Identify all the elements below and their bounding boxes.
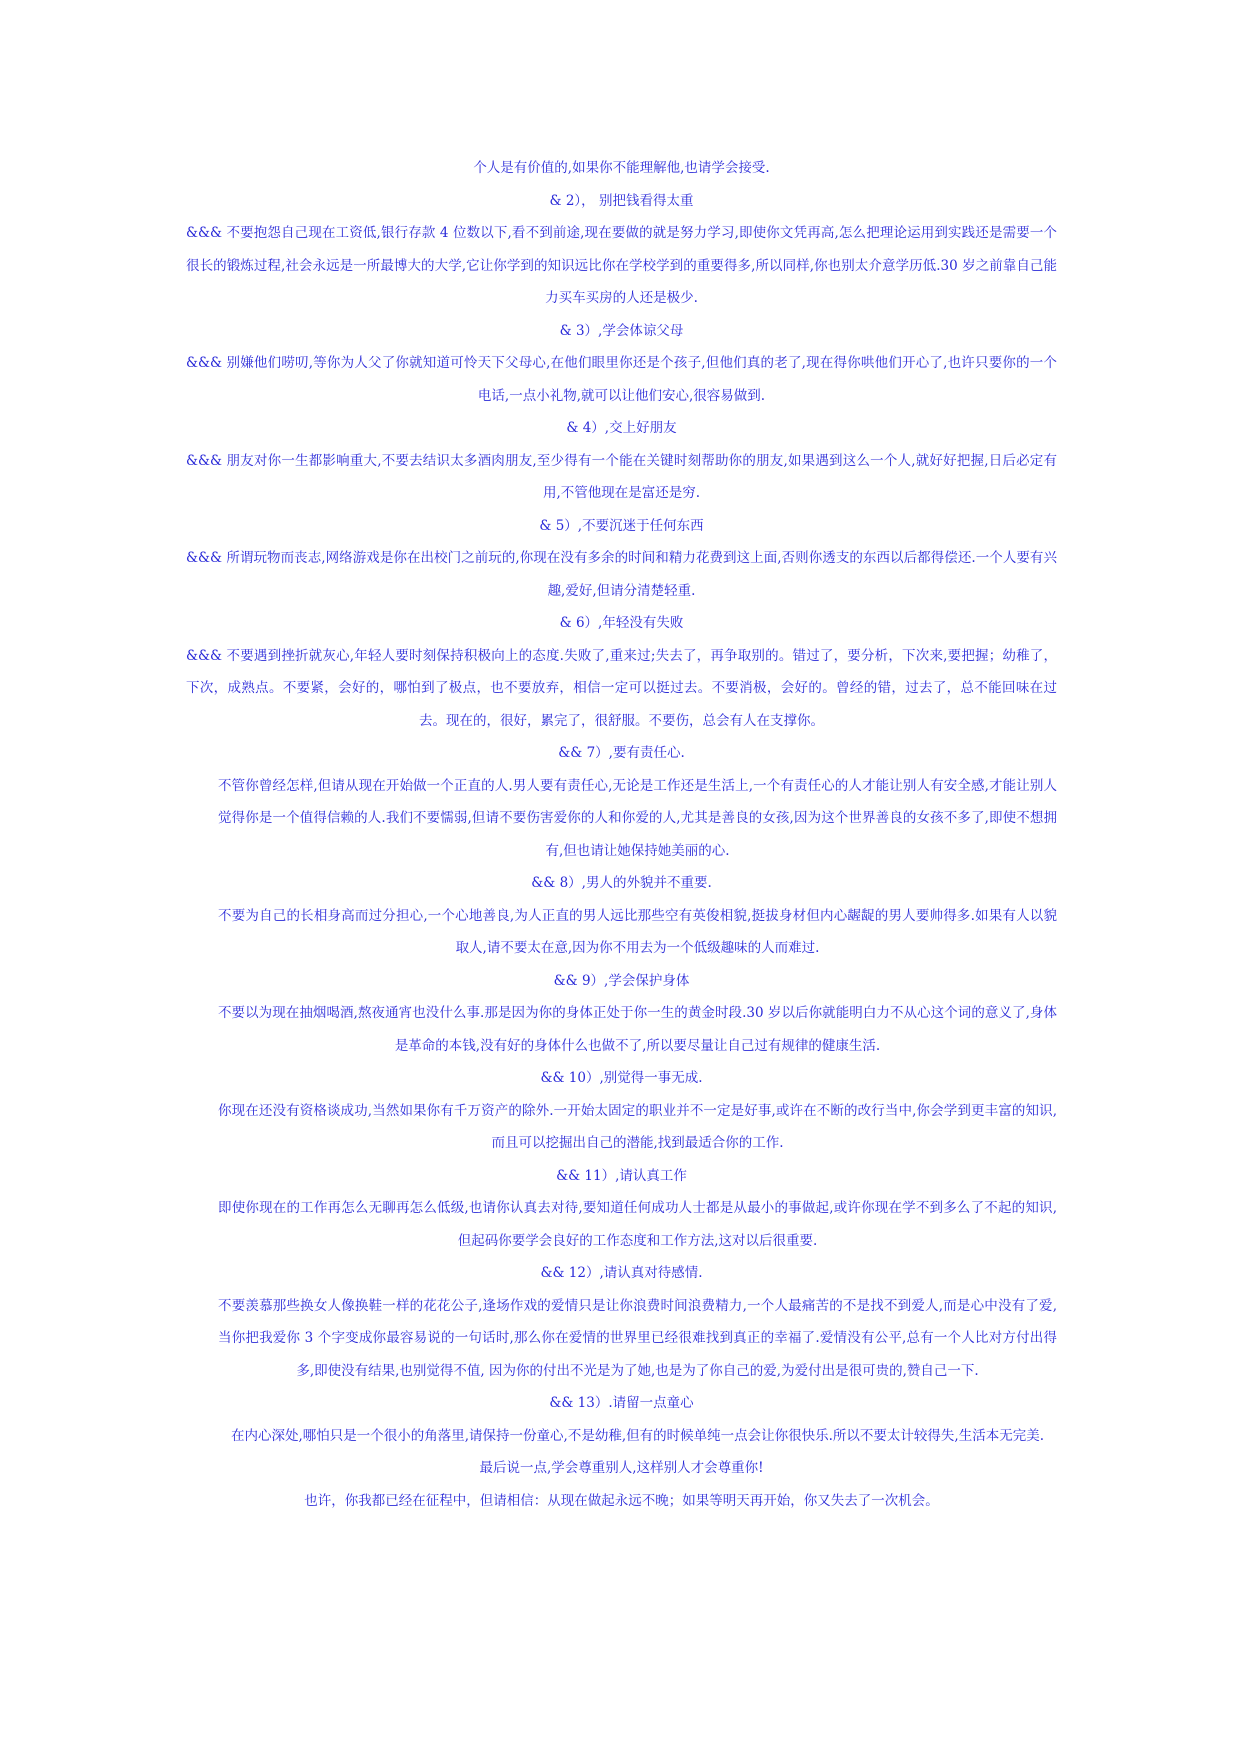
body-paragraph: 不要羡慕那些换女人像换鞋一样的花花公子,逢场作戏的爱情只是让你浪费时间浪费精力,一个人最痛苦的不是找不到爱人,而是心中没有了爱,当你把我爱你 3 个字变成你最容易说的一句话时,那么你在爱情的世界里已经很难找到真正的幸福了.爱情没有公平,总有一个人比对方付出得多,即使没有结果,也别觉得不值, 因为你的付出不光是为了她,也是为了你自己的爱,为爱付出是很可贵的,赞自己一下. [218,1297,1057,1379]
body-paragraph: &&& 所谓玩物而丧志,网络游戏是你在出校门之前玩的,你现在没有多余的时间和精力花费到这上面,否则你透支的东西以后都得偿还.一个人要有兴趣,爱好,但请分清楚轻重. [186,550,1057,599]
body-paragraph: 在内心深处,哪怕只是一个很小的角落里,请保持一份童心,不是幼稚,但有的时候单纯一点会让你很快乐.所以不要太计较得失,生活本无完美. [230,1427,1045,1444]
section-heading: && 12）,请认真对待感情. [540,1265,703,1281]
section-heading: && 13）.请留一点童心 [549,1395,694,1411]
section-heading: && 8）,男人的外貌并不重要. [531,875,712,891]
body-paragraph: &&& 不要遇到挫折就灰心,年轻人要时刻保持积极向上的态度.失败了,重来过;失去了，再争取别的。错过了，要分析，下次来,要把握；幼稚了，下次，成熟点。不要紧，会好的，哪怕到了极点，也不要放弃，相信一定可以挺过去。不要消极，会好的。曾经的错，过去了，总不能回味在过去。现在的，很好，累完了，很舒服。不要伤，总会有人在支撑你。 [186,647,1057,729]
section-heading: && 9）,学会保护身体 [553,972,690,989]
body-paragraph: 即使你现在的工作再怎么无聊再怎么低级,也请你认真去对待,要知道任何成功人士都是从最小的事做起,或许你现在学不到多么了不起的知识,但起码你要学会良好的工作态度和工作方法,这对以后很重要. [218,1200,1057,1249]
section-heading: && 10）,别觉得一事无成. [540,1070,703,1086]
centered-line: 个人是有价值的,如果你不能理解他,也请学会接受. [473,160,770,176]
section-heading: && 11）,请认真工作 [556,1167,687,1184]
body-paragraph: &&& 别嫌他们唠叨,等你为人父了你就知道可怜天下父母心,在他们眼里你还是个孩子,但他们真的老了,现在得你哄他们开心了,也许只要你的一个电话,一点小礼物,就可以让他们安心,很容易做到. [186,355,1057,404]
section-heading: & 5）,不要沉迷于任何东西 [539,517,704,534]
body-paragraph: 不管你曾经怎样,但请从现在开始做一个正直的人.男人要有责任心,无论是工作还是生活上,一个有责任心的人才能让别人有安全感,才能让别人觉得你是一个值得信赖的人.我们不要懦弱,但请不要伤害爱你的人和你爱的人,尤其是善良的女孩,因为这个世界善良的女孩不多了,即使不想拥有,但也请让她保持她美丽的心. [218,777,1057,859]
section-heading: & 3）,学会体谅父母 [559,322,684,339]
section-heading: & 6）,年轻没有失败 [559,615,684,631]
document-page [186,152,1057,1517]
section-heading: & 2）， 别把钱看得太重 [549,192,694,209]
centered-line: 也许，你我都已经在征程中，但请相信：从现在做起永远不晚；如果等明天再开始，你又失去了一次机会。 [304,1492,939,1509]
body-paragraph: &&& 朋友对你一生都影响重大,不要去结识太多酒肉朋友,至少得有一个能在关键时刻帮助你的朋友,如果遇到这么一个人,就好好把握,日后必定有用,不管他现在是富还是穷. [186,452,1057,501]
body-paragraph: 你现在还没有资格谈成功,当然如果你有千万资产的除外.一开始太固定的职业并不一定是好事,或许在不断的改行当中,你会学到更丰富的知识,而且可以挖掘出自己的潜能,找到最适合你的工作. [218,1102,1057,1151]
body-paragraph: 不要为自己的长相身高而过分担心,一个心地善良,为人正直的男人远比那些空有英俊相貌,挺拔身材但内心龌龊的男人要帅得多.如果有人以貌取人,请不要太在意,因为你不用去为一个低级趣味的人而难过. [218,907,1057,956]
body-paragraph: 不要以为现在抽烟喝酒,熬夜通宵也没什么事.那是因为你的身体正处于你一生的黄金时段.30 岁以后你就能明白力不从心这个词的意义了,身体是革命的本钱,没有好的身体什么也做不了,所以要尽量让自己过有规律的健康生活. [218,1005,1057,1054]
body-paragraph: &&& 不要抱怨自己现在工资低,银行存款 4 位数以下,看不到前途,现在要做的就是努力学习,即使你文凭再高,怎么把理论运用到实践还是需要一个很长的锻炼过程,社会永远是一所最博大的大学,它让你学到的知识远比你在学校学到的重要得多,所以同样,你也别太介意学历低.30 岁之前靠自己能力买车买房的人还是极少. [186,225,1057,306]
section-heading: && 7）,要有责任心. [558,745,685,761]
centered-line: 最后说一点,学会尊重别人,这样别人才会尊重你! [479,1460,764,1476]
section-heading: & 4）,交上好朋友 [566,420,677,436]
